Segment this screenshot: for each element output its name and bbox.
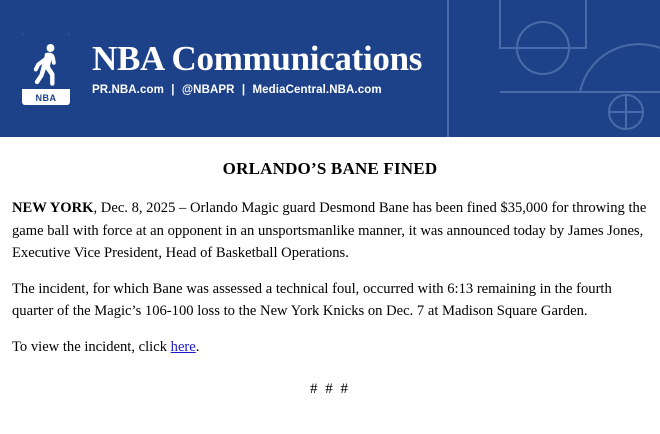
end-marks: # # # bbox=[310, 380, 350, 397]
paragraph-1-text: , Dec. 8, 2025 – Orlando Magic guard Desmond Bane has been fined $35,000 for throwing the game ball with force at an opponent in an unsportsmanlike manner, it was announced today by James Jones, Executive Vice President, Head of Basketball Operations. bbox=[12, 200, 647, 262]
paragraph-3-prefix: To view the incident, click bbox=[12, 339, 171, 356]
banner-link-pr[interactable]: PR.NBA.com bbox=[92, 84, 164, 97]
banner-title: NBA Communications bbox=[92, 38, 423, 78]
basketball-player-silhouette-icon bbox=[31, 41, 61, 91]
page-title: ORLANDO’S BANE FINED bbox=[222, 159, 438, 178]
page-header-banner bbox=[0, 0, 660, 137]
dateline: NEW YORK bbox=[12, 200, 94, 216]
banner-links bbox=[92, 84, 422, 96]
paragraph-1 bbox=[12, 197, 648, 265]
nba-logo-wordmark: NBA bbox=[35, 92, 57, 103]
paragraph-3-suffix: . bbox=[195, 339, 200, 356]
banner-inner bbox=[0, 0, 660, 137]
banner-link-separator-1: | bbox=[171, 84, 175, 97]
view-incident-link[interactable]: here bbox=[170, 339, 196, 356]
banner-link-twitter[interactable]: @NBAPR bbox=[181, 84, 235, 97]
paragraph-3 bbox=[12, 336, 648, 359]
banner-title-block bbox=[92, 38, 423, 97]
banner-link-separator-2: | bbox=[241, 84, 246, 97]
press-release-body bbox=[0, 159, 660, 398]
paragraph-2: The incident, for which Bane was assessed a technical foul, occurred with 6:13 remaining in the fourth quarter of the Magic’s 106-100 loss to the New York Knicks on Dec. 7 at Madison Square Garden. bbox=[12, 280, 612, 320]
banner-link-mediacentral[interactable]: MediaCentral.NBA.com bbox=[252, 84, 382, 97]
nba-logo bbox=[22, 33, 70, 105]
